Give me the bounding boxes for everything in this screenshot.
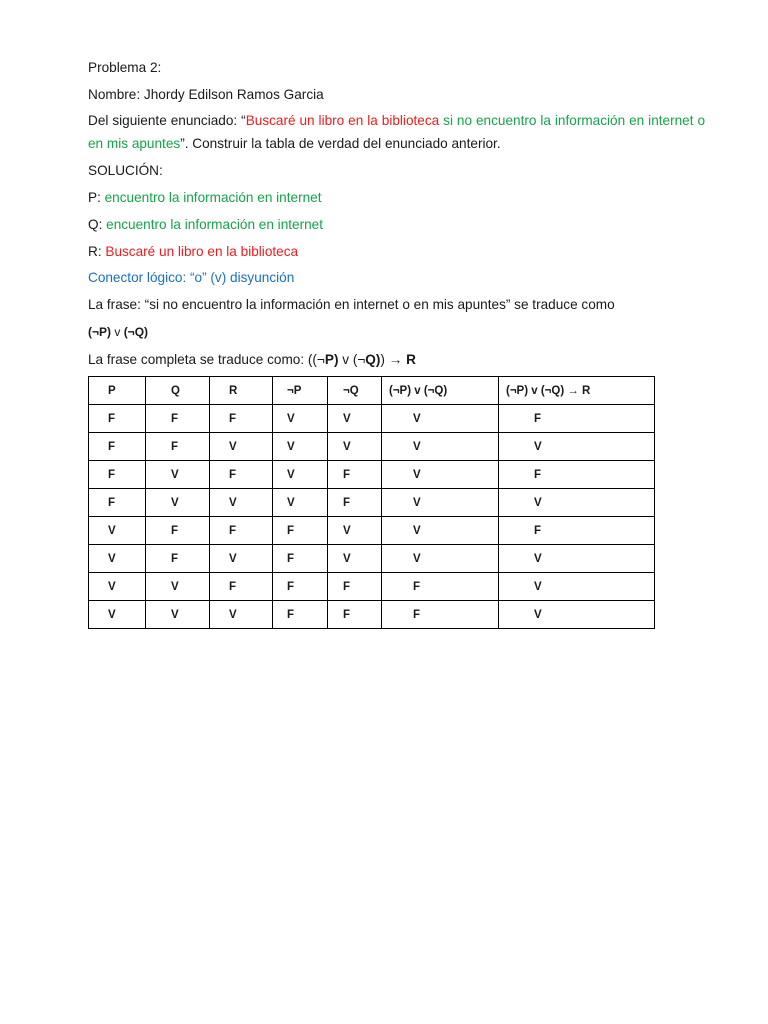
cell-r: V xyxy=(210,433,273,461)
full-phrase-p: P) xyxy=(324,352,339,367)
formula-not-q: (¬Q) xyxy=(123,325,149,339)
cell-not-q: V xyxy=(328,405,382,433)
cell-implication: F xyxy=(499,461,655,489)
proposition-r-text: Buscaré un libro en la biblioteca xyxy=(105,244,299,259)
cell-r: F xyxy=(210,461,273,489)
cell-r: V xyxy=(210,545,273,573)
header-not-p: ¬P xyxy=(273,377,328,405)
table-row xyxy=(89,489,655,517)
cell-implication: V xyxy=(499,601,655,629)
problem-heading: Problema 2: xyxy=(88,60,162,75)
cell-not-q: F xyxy=(328,489,382,517)
logical-connector: Conector lógico: “o” (v) disyunción xyxy=(88,270,295,285)
author-name: Nombre: Jhordy Edilson Ramos Garcia xyxy=(88,87,324,102)
cell-q: V xyxy=(146,489,210,517)
table-row xyxy=(89,517,655,545)
full-phrase-mid: v (¬ xyxy=(338,352,366,367)
cell-not-q: F xyxy=(328,573,382,601)
truth-table-header-row xyxy=(89,377,655,405)
phrase-translation: La frase: “si no encuentro la información en internet o en mis apuntes” se traduce como xyxy=(88,297,615,312)
statement-red-part: Buscaré un libro en la biblioteca xyxy=(245,113,440,128)
statement-green-part: si no encuentro la información en internet o en mis apuntes xyxy=(88,113,706,151)
cell-not-p: V xyxy=(273,405,328,433)
cell-p: F xyxy=(89,461,146,489)
cell-implication: V xyxy=(499,489,655,517)
table-row xyxy=(89,573,655,601)
statement-paragraph xyxy=(88,109,705,155)
cell-disjunction: F xyxy=(382,601,499,629)
proposition-p xyxy=(88,189,322,207)
cell-p: F xyxy=(89,489,146,517)
cell-not-p: F xyxy=(273,601,328,629)
proposition-r-label: R: xyxy=(88,244,106,259)
cell-q: V xyxy=(146,461,210,489)
cell-r: F xyxy=(210,517,273,545)
cell-not-p: V xyxy=(273,461,328,489)
table-row xyxy=(89,545,655,573)
cell-disjunction: V xyxy=(382,433,499,461)
proposition-r xyxy=(88,243,298,261)
cell-p: V xyxy=(89,545,146,573)
cell-not-p: V xyxy=(273,433,328,461)
proposition-q-text: encuentro la información en internet xyxy=(106,217,324,232)
cell-implication: F xyxy=(499,405,655,433)
header-disjunction: (¬P) v (¬Q) xyxy=(382,377,499,405)
cell-not-p: F xyxy=(273,545,328,573)
cell-p: V xyxy=(89,517,146,545)
table-row xyxy=(89,433,655,461)
statement-prefix: Del siguiente enunciado: “ xyxy=(88,113,246,128)
table-row xyxy=(89,405,655,433)
header-not-q: ¬Q xyxy=(328,377,382,405)
cell-q: V xyxy=(146,601,210,629)
proposition-q-label: Q: xyxy=(88,217,107,232)
truth-table xyxy=(88,376,655,629)
header-implication: (¬P) v (¬Q) → R xyxy=(499,377,655,405)
cell-implication: F xyxy=(499,517,655,545)
formula-not-p: (¬P) xyxy=(88,325,112,339)
cell-not-q: V xyxy=(328,517,382,545)
cell-not-p: F xyxy=(273,573,328,601)
cell-implication: V xyxy=(499,545,655,573)
proposition-q xyxy=(88,216,323,234)
proposition-p-text: encuentro la información en internet xyxy=(104,190,322,205)
cell-disjunction: V xyxy=(382,461,499,489)
cell-q: F xyxy=(146,433,210,461)
formula-disjunction xyxy=(88,323,148,341)
cell-implication: V xyxy=(499,433,655,461)
cell-r: V xyxy=(210,489,273,517)
full-phrase-q: Q) xyxy=(365,352,381,367)
proposition-p-label: P: xyxy=(88,190,105,205)
cell-not-p: F xyxy=(273,517,328,545)
cell-not-q: V xyxy=(328,545,382,573)
full-phrase-end: ) → xyxy=(380,352,407,367)
cell-not-q: V xyxy=(328,433,382,461)
cell-disjunction: V xyxy=(382,405,499,433)
cell-not-q: F xyxy=(328,461,382,489)
cell-r: V xyxy=(210,601,273,629)
header-r: R xyxy=(210,377,273,405)
table-row xyxy=(89,461,655,489)
cell-disjunction: V xyxy=(382,517,499,545)
full-phrase-translation xyxy=(88,351,416,369)
cell-disjunction: F xyxy=(382,573,499,601)
cell-disjunction: V xyxy=(382,545,499,573)
solution-heading: SOLUCIÓN: xyxy=(88,163,163,178)
cell-r: F xyxy=(210,573,273,601)
cell-p: F xyxy=(89,405,146,433)
statement-suffix: ”. Construir la tabla de verdad del enunciado anterior. xyxy=(180,136,501,151)
formula-or: v xyxy=(111,325,124,339)
cell-disjunction: V xyxy=(382,489,499,517)
cell-p: V xyxy=(89,573,146,601)
full-phrase-r: R xyxy=(406,352,416,367)
cell-p: V xyxy=(89,601,146,629)
cell-not-p: V xyxy=(273,489,328,517)
header-p: P xyxy=(89,377,146,405)
cell-q: F xyxy=(146,545,210,573)
cell-implication: V xyxy=(499,573,655,601)
cell-q: F xyxy=(146,405,210,433)
full-phrase-text: La frase completa se traduce como: ((¬ xyxy=(88,352,325,367)
cell-q: F xyxy=(146,517,210,545)
cell-q: V xyxy=(146,573,210,601)
table-row xyxy=(89,601,655,629)
cell-p: F xyxy=(89,433,146,461)
cell-not-q: F xyxy=(328,601,382,629)
header-q: Q xyxy=(146,377,210,405)
cell-r: F xyxy=(210,405,273,433)
